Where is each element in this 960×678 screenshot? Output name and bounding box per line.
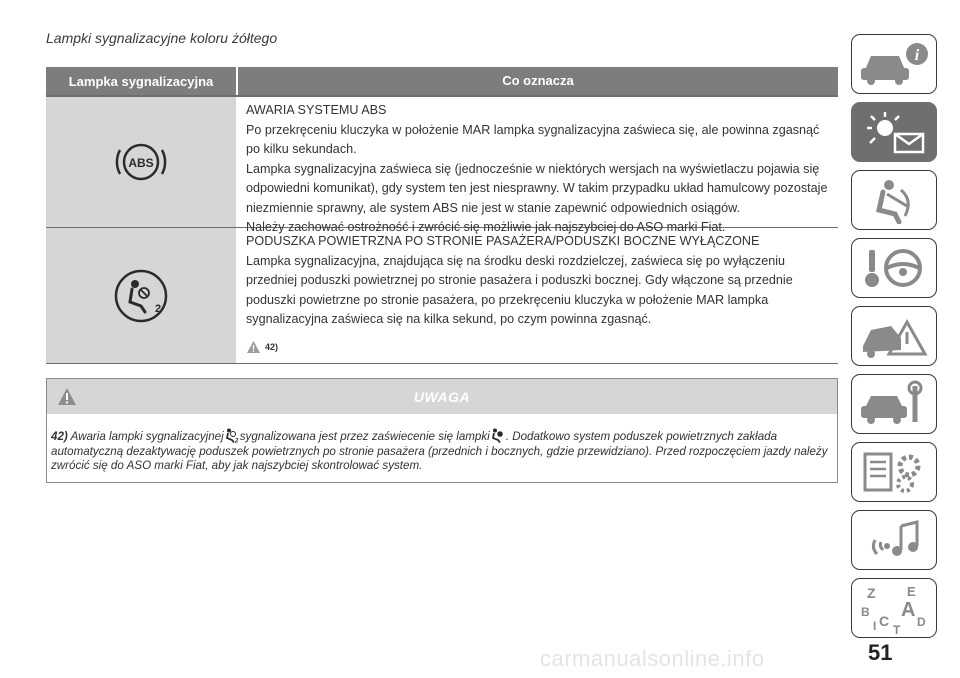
note-reference: [246, 338, 834, 358]
svg-text:i: i: [914, 47, 920, 64]
warning-text-part: Awaria lampki sygnalizacyjnej: [70, 430, 224, 443]
note-ref-number: 42): [265, 341, 279, 352]
meaning-heading: AWARIA SYSTEMU ABS: [246, 103, 387, 117]
technical-data-icon: [857, 448, 931, 496]
warning-header: [47, 379, 837, 414]
airbag-off-icon: [111, 266, 171, 326]
nav-tab-warning-lights[interactable]: [851, 102, 937, 162]
airbag-off-icon: [224, 428, 240, 443]
airbag-icon: [490, 428, 506, 443]
warning-triangle-icon: [57, 387, 77, 406]
svg-text:D: D: [917, 615, 926, 629]
icon-cell: [46, 97, 238, 227]
meaning-text: Lampka sygnalizacyjna zaświeca się (jednocześnie w niektórych wersjach na wyświetlaczu pojawia się odpowiedni komunikat), gdy system ten jest niesprawny. W takim przypadku układ hamulcowy pozostaje niezmiennie sprawny, ale system ABS nie jest w stanie zapewnić odpowiednich osiągów.: [246, 161, 828, 215]
svg-text:2: 2: [234, 438, 239, 443]
meaning-text: Należy zachować ostrożność i zwrócić się możliwie jak najszybciej do ASO marki Fiat.: [246, 220, 726, 234]
emergency-car-icon: [857, 312, 931, 360]
svg-text:T: T: [893, 623, 901, 634]
steering-key-icon: [857, 244, 931, 292]
nav-tab-car-info[interactable]: [851, 34, 937, 94]
meaning-heading: PODUSZKA POWIETRZNA PO STRONIE PASAŻERA/PODUSZKI BOCZNE WYŁĄCZONE: [246, 234, 760, 248]
nav-tab-steering[interactable]: [851, 238, 937, 298]
nav-tab-seat-safety[interactable]: [851, 170, 937, 230]
svg-text:E: E: [907, 584, 916, 599]
header-meaning: Co oznacza: [236, 67, 838, 95]
svg-text:2: 2: [155, 302, 162, 315]
svg-text:B: B: [861, 605, 870, 619]
nav-tab-technical-data[interactable]: [851, 442, 937, 502]
abs-warning-icon: [111, 132, 171, 192]
warning-lights-table: [46, 67, 838, 364]
warning-text: [47, 414, 837, 482]
warning-title: UWAGA: [413, 388, 471, 405]
car-maintenance-icon: [857, 380, 931, 428]
icon-cell: [46, 228, 238, 363]
table-row: [46, 95, 838, 234]
svg-text:Z: Z: [867, 585, 876, 601]
svg-text:A: A: [901, 599, 916, 621]
page-number: 51: [868, 640, 893, 665]
note-number: 42): [51, 430, 68, 443]
car-info-icon: [857, 40, 931, 88]
header-light: Lampka sygnalizacyjna: [68, 73, 214, 89]
warning-lights-icon: [857, 108, 931, 156]
meaning-text: Lampka sygnalizacyjna, znajdująca się na środku deski rozdzielczej, zaświeca się po wyłączeniu przedniej poduszki powietrznej po stronie pasażera i poduszki bocznej. Gdy włączone są przednie poduszki powietrzne po stronie pasażera, po przekręceniu kluczyka w położenie MAR lampka sygnalizacyjna zaświeca się na kilka sekund, po czym powinna zgasnąć.: [246, 253, 793, 326]
multimedia-icon: [857, 516, 931, 564]
side-navigation: [851, 34, 939, 646]
meaning-text: Po przekręceniu kluczyka w położenie MAR lampka sygnalizacyjna zaświeca się, ale powinna zgasnąć po kilku sekundach.: [246, 122, 820, 156]
meaning-cell: [238, 228, 838, 363]
svg-text:I: I: [873, 619, 877, 633]
nav-tab-multimedia[interactable]: [851, 510, 937, 570]
table-row: [46, 228, 838, 364]
page-title: Lampki sygnalizacyjne koloru żółtego: [46, 30, 278, 46]
table-header: [46, 67, 838, 95]
nav-tab-maintenance[interactable]: [851, 374, 937, 434]
meaning-cell: [238, 97, 838, 234]
warning-box: [46, 378, 838, 483]
watermark: carmanualsonline.info: [540, 646, 765, 671]
svg-text:ABS: ABS: [128, 156, 154, 170]
svg-text:C: C: [879, 613, 890, 629]
warning-text-part: . Dodatkowo system poduszek powietrznych zakłada automatyczną dezaktywację poduszek powietrznych po stronie pasażera (przednich i bocznych, gdzie przewidziano). Przed rozpoczęciem jazdy należy zwrócić się do ASO marki Fiat, aby jak najszybciej skontrolować system.: [51, 430, 828, 472]
index-icon: [857, 582, 931, 634]
nav-tab-index[interactable]: [851, 578, 937, 638]
seat-safety-icon: [857, 176, 931, 224]
nav-tab-emergency[interactable]: [851, 306, 937, 366]
warning-text-part: sygnalizowana jest przez zaświecenie się lampki: [239, 430, 490, 443]
warning-triangle-icon: [246, 340, 261, 354]
